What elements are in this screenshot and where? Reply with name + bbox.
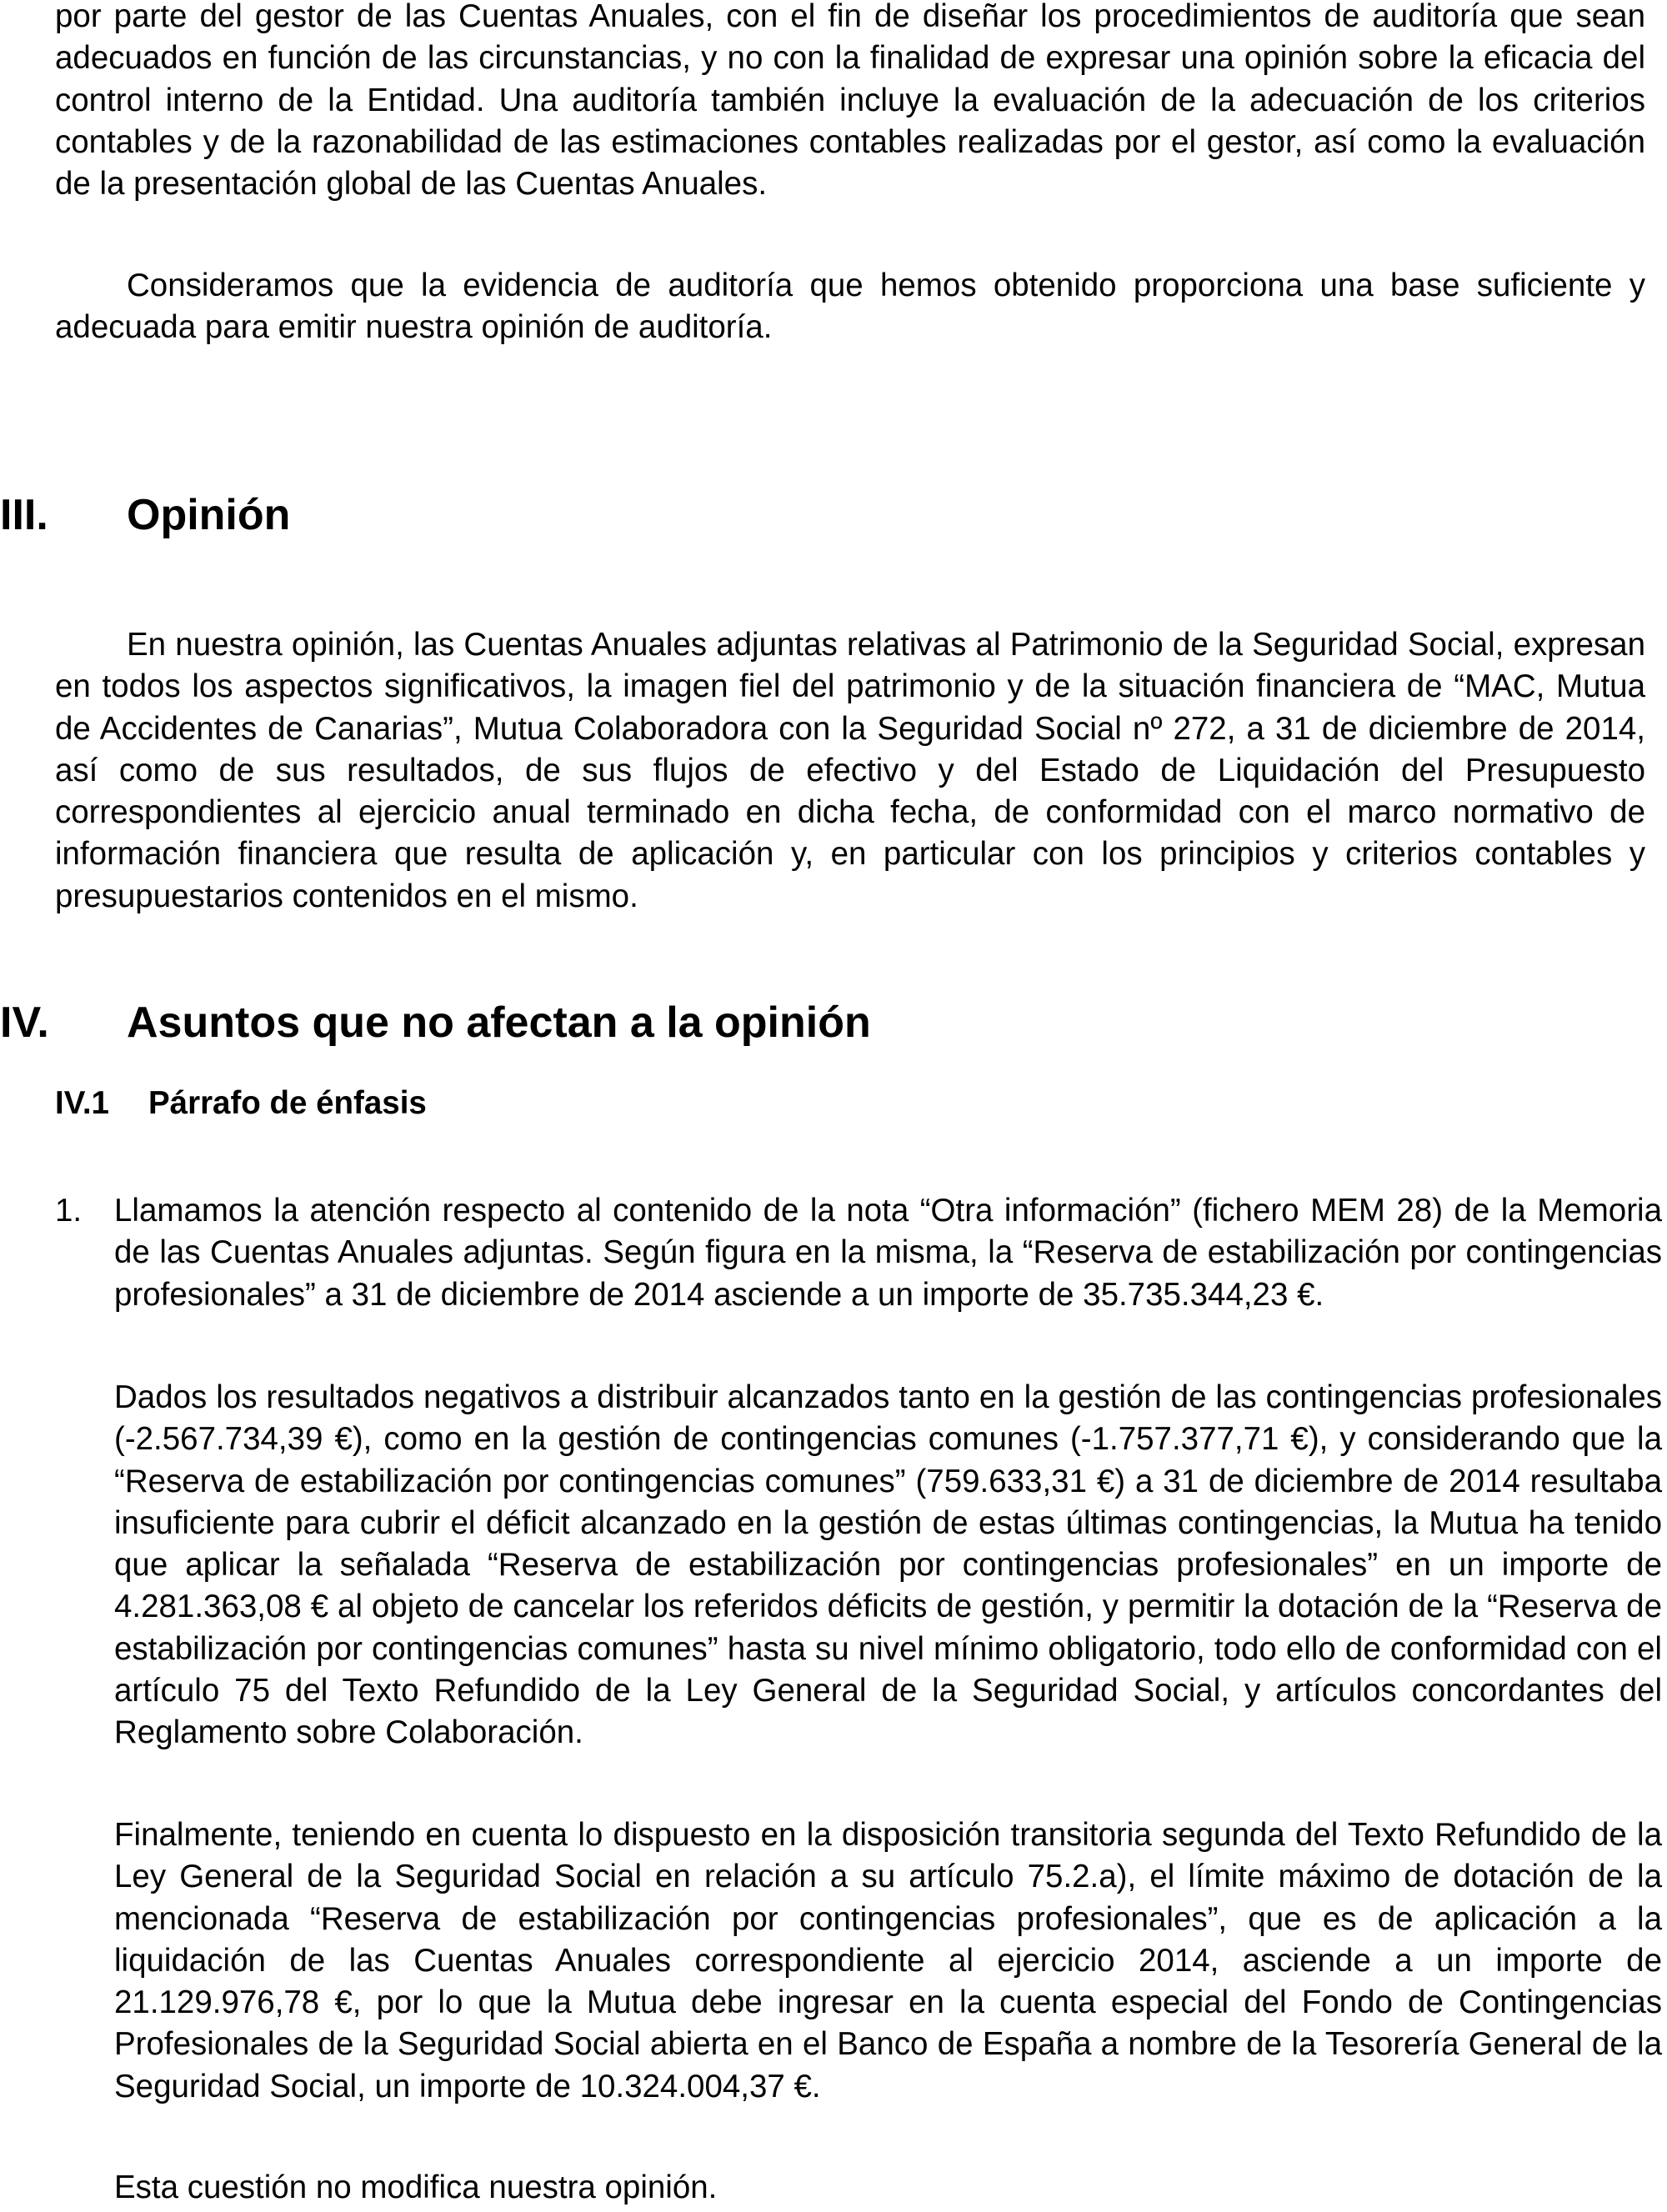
section-4-title: Asuntos que no afectan a la opinión xyxy=(127,998,871,1047)
list-item-paragraph-1: Llamamos la atención respecto al contenido de la nota “Otra información” (fichero MEM 28) de la Memoria de las Cuentas Anuales adjuntas. Según figura en la misma, la “Reserva de estabilización por contingencias profesionales” a 31 de diciembre de 2014 asciende a un importe de 35.735.344,23 €. xyxy=(114,1193,1662,1313)
section-3-title: Opinión xyxy=(127,491,291,539)
section-3-paragraph: En nuestra opinión, las Cuentas Anuales adjuntas relativas al Patrimonio de la Seguridad Social, expresan en todos los aspectos significativos, la imagen fiel del patrimonio y de la situación financiera de “MAC, Mutua de Accidentes de Canarias”, Mutua Colaboradora con la Seguridad Social nº 272, a 31 de diciembre de 2014, así como de sus resultados, de sus flujos de efectivo y del Estado de Liquidación del Presupuesto correspondientes al ejercicio anual terminado en dicha fecha, de conformidad con el marco normativo de información financiera que resulta de aplicación y, en particular con los principios y criterios contables y presupuestarios contenidos en el mismo. xyxy=(55,627,1645,914)
intro-paragraph-2: Consideramos que la evidencia de auditoría que hemos obtenido proporciona una base suficiente y adecuada para emitir nuestra opinión de auditoría. xyxy=(55,268,1645,346)
section-4-number: IV. xyxy=(0,998,49,1047)
subsection-4-1-title: Párrafo de énfasis xyxy=(148,1085,427,1121)
intro-paragraph-1: por parte del gestor de las Cuentas Anuales, con el fin de diseñar los procedimientos de auditoría que sean adecuados en función de las circunstancias, y no con la finalidad de expresar una opinión sobre la eficacia del control interno de la Entidad. Una auditoría también incluye la evaluación de la adecuación de los criterios contables y de la razonabilidad de las estimaciones contables realizadas por el gestor, así como la evaluación de la presentación global de las Cuentas Anuales. xyxy=(55,0,1645,203)
list-item-paragraph-3: Finalmente, teniendo en cuenta lo dispuesto en la disposición transitoria segunda del Texto Refundido de la Ley General de la Seguridad Social en relación a su artículo 75.2.a), el límite máximo de dotación de la mencionada “Reserva de estabilización por contingencias profesionales”, que es de aplicación a la liquidación de las Cuentas Anuales correspondiente al ejercicio 2014, asciende a un importe de 21.129.976,78 €, por lo que la Mutua debe ingresar en la cuenta especial del Fondo de Contingencias Profesionales de la Seguridad Social abierta en el Banco de España a nombre de la Tesorería General de la Seguridad Social, un importe de 10.324.004,37 €. xyxy=(114,1817,1662,2104)
subsection-4-1-number: IV.1 xyxy=(55,1085,109,1121)
section-3-number: III. xyxy=(0,491,48,539)
list-item-paragraph-4: Esta cuestión no modifica nuestra opinión. xyxy=(114,2169,718,2205)
list-item-number: 1. xyxy=(55,1193,83,1229)
list-item-paragraph-2: Dados los resultados negativos a distribuir alcanzados tanto en la gestión de las contingencias profesionales (-2.567.734,39 €), como en la gestión de contingencias comunes (-1.757.377,71 €), y considerando que la “Reserva de estabilización por contingencias comunes” (759.633,31 €) a 31 de diciembre de 2014 resultaba insuficiente para cubrir el déficit alcanzado en la gestión de estas últimas contingencias, la Mutua ha tenido que aplicar la señalada “Reserva de estabilización por contingencias profesionales” en un importe de 4.281.363,08 € al objeto de cancelar los referidos déficits de gestión, y permitir la dotación de la “Reserva de estabilización por contingencias comunes” hasta su nivel mínimo obligatorio, todo ello de conformidad con el artículo 75 del Texto Refundido de la Ley General de la Seguridad Social, y artículos concordantes del Reglamento sobre Colaboración. xyxy=(114,1379,1662,1751)
